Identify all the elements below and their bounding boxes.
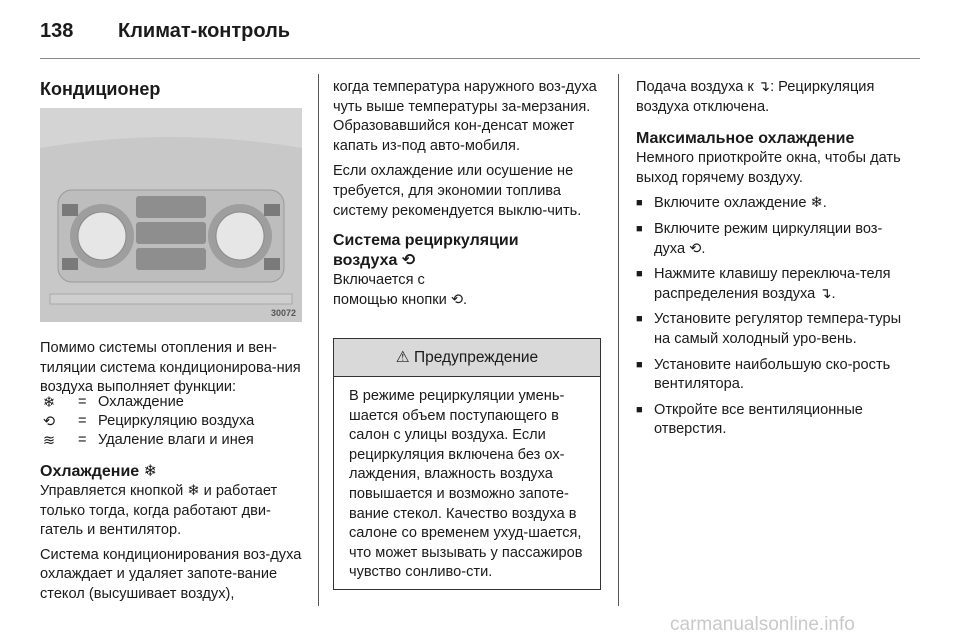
snowflake-icon: ❄ — [143, 463, 158, 480]
recirculation-heading-line-2 — [333, 251, 605, 271]
cooling-heading — [40, 462, 310, 482]
list-item: ■ Включите охлаждение ❄. — [636, 194, 908, 214]
page-number: 138 — [40, 20, 74, 42]
column-divider-1 — [318, 74, 319, 606]
max-cooling-heading: Максимальное охлаждение — [636, 130, 855, 148]
page-title: Климат-контроль — [118, 20, 291, 42]
list-item: ■ Откройте все вентиляционные отверстия. — [636, 401, 908, 440]
middle-paragraph-1: когда температура наружного воз-духа чуть выше температуры за-мерзания. Образовавшийся кон-денсат может капать из-под авто-мобиля. — [333, 79, 597, 154]
cooling-heading-text: Охлаждение — [40, 463, 140, 480]
middle-paragraph-2: Если охлаждение или осушение не требуется, для экономии топлива систему рекомендуется выклю-чить. — [333, 163, 582, 219]
intro-paragraph: Помимо системы отопления и вен-тиляции система кондиционирова-ния воздуха выполняет функции: — [40, 340, 301, 396]
left-heading-block — [40, 78, 306, 100]
recirculation-heading — [333, 231, 605, 271]
recirculation-icon: ⟲ — [42, 414, 56, 430]
cooling-paragraph: Управляется кнопкой ❄ и работает только тогда, когда работают дви-гатель и вентилятор. — [40, 483, 278, 539]
legend-equals: = — [78, 413, 87, 429]
warning-text: В режиме рециркуляции умень-шается объем поступающего в салон с улицы воздуха. Если рециркуляция включена без ох-лаждения, влажность воздуха повышается и возможно запоте-вание стекол. Качество воздуха в салоне со временем ухуд-шается, что может вызывать у пассажиров чувство сонливо-сти. — [349, 388, 583, 581]
climate-panel-illustration — [40, 108, 302, 322]
figure-code: 30072 — [270, 308, 296, 318]
header-rule — [40, 58, 920, 59]
list-item: ■ Установите регулятор темпера-туры на самый холодный уро-вень. — [636, 310, 908, 349]
right-column — [636, 78, 908, 446]
warning-icon: ⚠ — [395, 349, 410, 366]
left-intro — [40, 339, 308, 398]
max-cooling-steps — [636, 194, 908, 440]
cooling-section — [40, 462, 310, 605]
warning-title: Предупреждение — [414, 349, 539, 366]
middle-column — [333, 78, 605, 310]
warning-box — [333, 338, 601, 590]
legend-text: Охлаждение — [98, 394, 184, 410]
legend-equals: = — [78, 432, 87, 448]
warning-header — [334, 339, 600, 377]
watermark: carmanualsonline.info — [670, 614, 855, 635]
list-item: ■ Установите наибольшую ско-рость вентилятора. — [636, 356, 908, 395]
warning-body — [334, 377, 600, 583]
legend-equals: = — [78, 394, 87, 410]
section-heading-air-conditioning: Кондиционер — [40, 79, 161, 99]
list-item: ■ Включите режим циркуляции воз-духа ⟲. — [636, 220, 908, 259]
recirculation-heading-text: воздуха — [333, 252, 398, 270]
legend-text: Рециркуляцию воздуха — [98, 413, 255, 429]
climate-panel-figure — [40, 108, 302, 322]
defog-icon: ≋ — [42, 433, 56, 449]
right-paragraph-1: Подача воздуха к ↴: Рециркуляция воздуха отключена. — [636, 79, 875, 115]
snowflake-icon: ❄ — [42, 395, 56, 411]
column-divider-2 — [618, 74, 619, 606]
cooling-paragraph-2: Система кондиционирования воз-духа охлаждает и удаляет запоте-вание стекол (высушивает воздух), — [40, 546, 302, 602]
max-cooling-paragraph: Немного приоткройте окна, чтобы дать выход горячему воздуху. — [636, 150, 901, 186]
recirculation-heading-line-1: Система рециркуляции — [333, 232, 519, 250]
legend-text: Удаление влаги и инея — [98, 432, 254, 448]
list-item: ■ Нажмите клавишу переключа-теля распределения воздуха ↴. — [636, 265, 908, 304]
recirculation-icon: ⟲ — [401, 252, 416, 270]
recirculation-paragraph: Включается с помощью кнопки ⟲. — [333, 272, 468, 308]
